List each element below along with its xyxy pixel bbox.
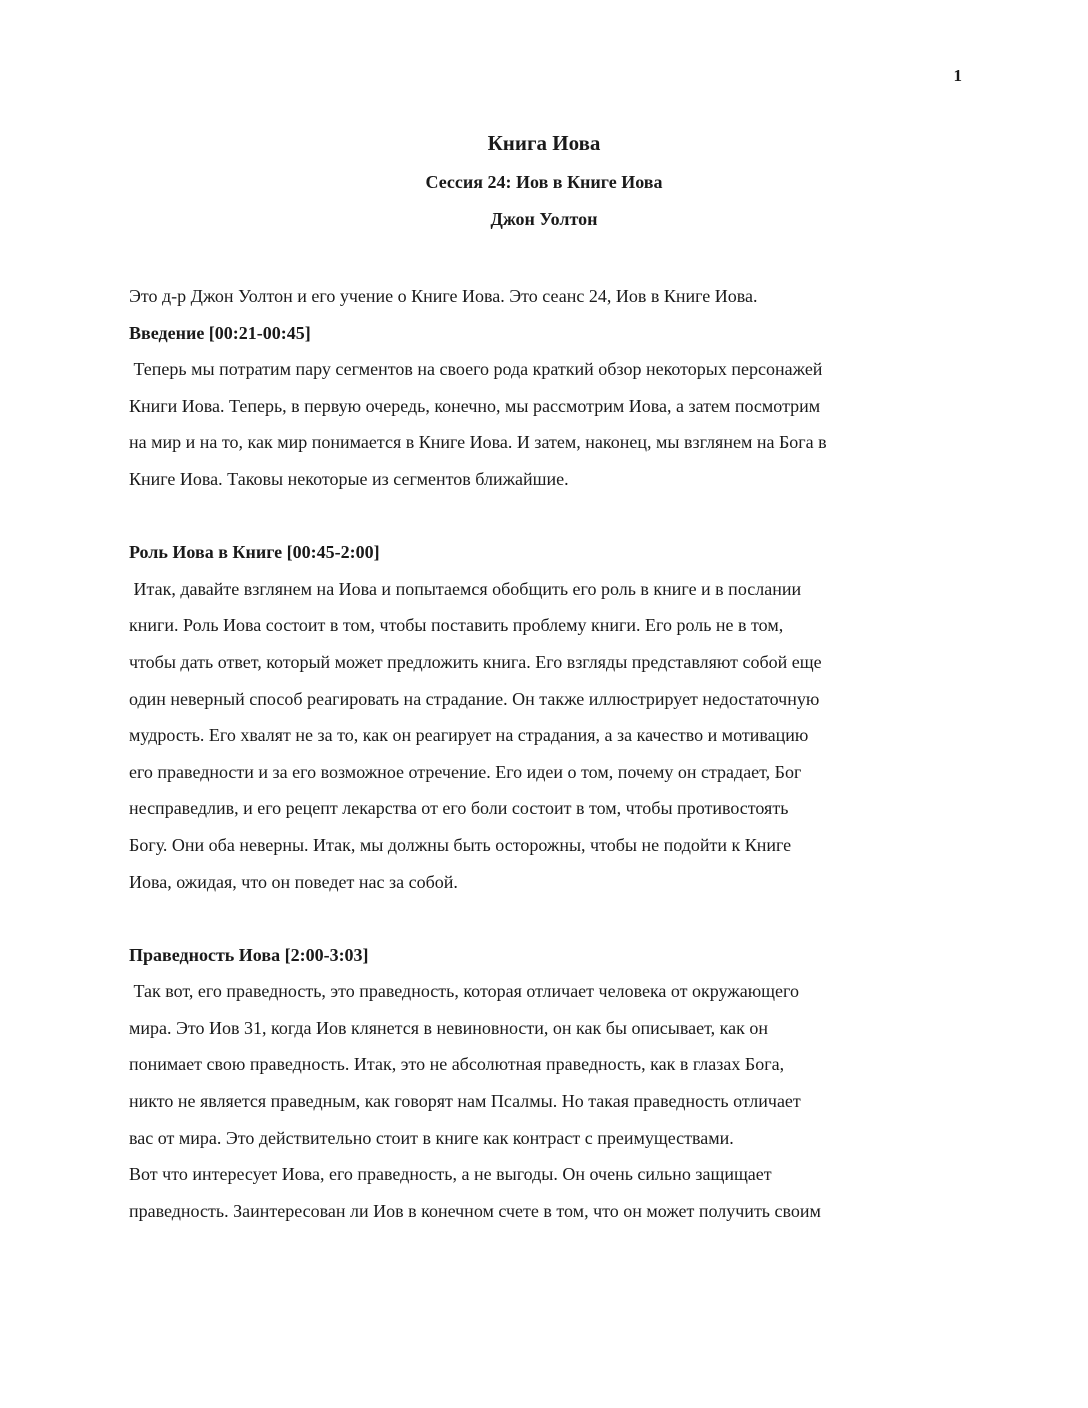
paragraph-line: мира. Это Иов 31, когда Иов клянется в невиновности, он как бы описывает, как он xyxy=(129,1017,768,1038)
paragraph-line: на мир и на то, как мир понимается в Книге Иова. И затем, наконец, мы взглянем на Бога в xyxy=(129,432,827,453)
paragraph-line: никто не является праведным, как говорят нам Псалмы. Но такая праведность отличает xyxy=(129,1091,801,1112)
paragraph-line: Вот что интересует Иова, его праведность, а не выгоды. Он очень сильно защищает xyxy=(129,1164,772,1185)
paragraph-line: мудрость. Его хвалят не за то, как он реагирует на страдания, а за качество и мотивацию xyxy=(129,725,809,746)
paragraph-line: Так вот, его праведность, это праведность, которая отличает человека от окружающего xyxy=(129,981,799,1002)
paragraph-line: Иова, ожидая, что он поведет нас за собой. xyxy=(129,871,458,892)
paragraph-line: Итак, давайте взглянем на Иова и попытаемся обобщить его роль в книге и в послании xyxy=(129,578,802,599)
section-heading-introduction: Введение [00:21-00:45] xyxy=(129,322,311,343)
document-body xyxy=(129,278,959,1229)
paragraph-line: вас от мира. Это действительно стоит в книге как контраст с преимуществами. xyxy=(129,1127,734,1148)
section-gap xyxy=(129,498,959,535)
paragraph-line: понимает свою праведность. Итак, это не абсолютная праведность, как в глазах Бога, xyxy=(129,1054,785,1075)
intro-line: Это д-р Джон Уолтон и его учение о Книге Иова. Это сеанс 24, Иов в Книге Иова. xyxy=(129,286,758,306)
section-gap xyxy=(129,900,959,937)
section-heading-job-role: Роль Иова в Книге [00:45-2:00] xyxy=(129,542,380,563)
paragraph-line: праведность. Заинтересован ли Иов в конечном счете в том, что он может получить своим xyxy=(129,1200,821,1221)
paragraph-line: его праведности и за его возможное отречение. Его идеи о том, почему он страдает, Бог xyxy=(129,761,802,782)
document-title: Книга Иова xyxy=(487,131,601,155)
paragraph-line: книги. Роль Иова состоит в том, чтобы поставить проблему книги. Его роль не в том, xyxy=(129,615,784,636)
paragraph-line: несправедлив, и его рецепт лекарства от его боли состоит в том, чтобы противостоять xyxy=(129,798,789,819)
document-author: Джон Уолтон xyxy=(490,209,598,229)
paragraph-line: чтобы дать ответ, который может предложить книга. Его взгляды представляют собой еще xyxy=(129,651,822,672)
paragraph-line: один неверный способ реагировать на страдание. Он также иллюстрирует недостаточную xyxy=(129,688,820,709)
paragraph-line: Книги Иова. Теперь, в первую очередь, конечно, мы рассмотрим Иова, а затем посмотрим xyxy=(129,395,821,416)
document-header xyxy=(0,129,1088,231)
paragraph-line: Богу. Они оба неверны. Итак, мы должны быть осторожны, чтобы не подойти к Книге xyxy=(129,834,792,855)
page-number: 1 xyxy=(953,66,962,85)
paragraph-line: Книге Иова. Таковы некоторые из сегментов ближайшие. xyxy=(129,468,569,489)
document-subtitle: Сессия 24: Иов в Книге Иова xyxy=(425,172,663,192)
section-heading-job-righteousness: Праведность Иова [2:00-3:03] xyxy=(129,944,369,965)
paragraph-line: Теперь мы потратим пару сегментов на своего рода краткий обзор некоторых персонажей xyxy=(129,359,823,380)
